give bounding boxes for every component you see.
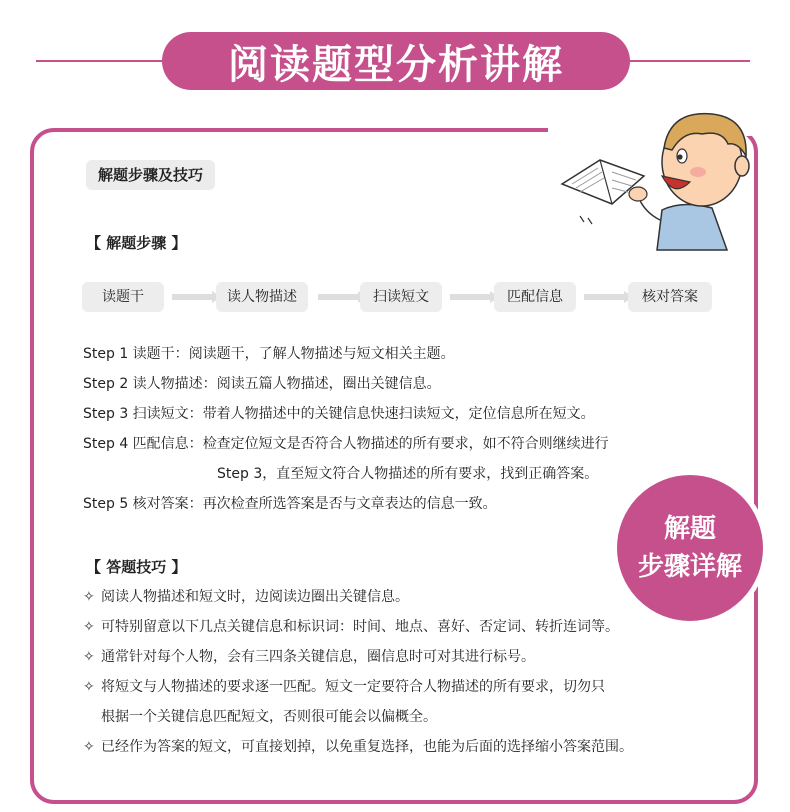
- flow-arrow: [584, 291, 614, 303]
- step-line: Step 5 核对答案：再次检查所选答案是否与文章表达的信息一致。: [83, 496, 497, 512]
- page-title: 阅读题型分析讲解: [162, 32, 630, 90]
- steps-heading: 【 解题步骤 】: [86, 234, 187, 252]
- flow-step: 匹配信息: [494, 282, 576, 312]
- diamond-bullet-icon: ✧: [83, 739, 95, 755]
- tip-item: ✧ 通常针对每个人物，会有三四条关键信息，圈信息时可对其进行标号。: [83, 649, 535, 665]
- flow-step: 扫读短文: [360, 282, 442, 312]
- flow-arrow: [450, 291, 480, 303]
- step-line: Step 4 匹配信息：检查定位短文是否符合人物描述的所有要求，如不符合则继续进行: [83, 436, 609, 452]
- step-line: Step 1 读题干：阅读题干，了解人物描述与短文相关主题。: [83, 346, 455, 362]
- steps-flow: [82, 282, 712, 312]
- flow-step: 读人物描述: [216, 282, 308, 312]
- badge-line: 解题: [663, 514, 716, 544]
- diamond-bullet-icon: ✧: [83, 619, 95, 635]
- boy-reading-illustration: [552, 100, 772, 260]
- steps-badge: [612, 470, 768, 626]
- flow-step: 读题干: [82, 282, 164, 312]
- diamond-bullet-icon: ✧: [83, 649, 95, 665]
- tip-item: ✧ 阅读人物描述和短文时，边阅读边圈出关键信息。: [83, 589, 409, 605]
- flow-arrow: [172, 291, 202, 303]
- tip-item: ✧ 已经作为答案的短文，可直接划掉，以免重复选择，也能为后面的选择缩小答案范围。: [83, 739, 633, 755]
- step-line: Step 2 读人物描述：阅读五篇人物描述，圈出关键信息。: [83, 376, 441, 392]
- step-line-continued: Step 3，直至短文符合人物描述的所有要求，找到正确答案。: [217, 466, 599, 482]
- tip-item: ✧ 可特别留意以下几点关键信息和标识词：时间、地点、喜好、否定词、转折连词等。: [83, 619, 619, 635]
- diamond-bullet-icon: ✧: [83, 679, 95, 695]
- flow-step: 核对答案: [628, 282, 712, 312]
- section-tag: 解题步骤及技巧: [86, 160, 215, 190]
- flow-arrow: [318, 291, 348, 303]
- tip-item: ✧ 将短文与人物描述的要求逐一匹配。短文一定要符合人物描述的所有要求，切勿只: [83, 679, 605, 695]
- tip-item-continued: 根据一个关键信息匹配短文，否则很可能会以偏概全。: [101, 709, 437, 725]
- badge-line: 步骤详解: [637, 552, 742, 582]
- step-line: Step 3 扫读短文：带着人物描述中的关键信息快速扫读短文，定位信息所在短文。: [83, 406, 595, 422]
- tips-heading: 【 答题技巧 】: [86, 558, 187, 576]
- diamond-bullet-icon: ✧: [83, 589, 95, 605]
